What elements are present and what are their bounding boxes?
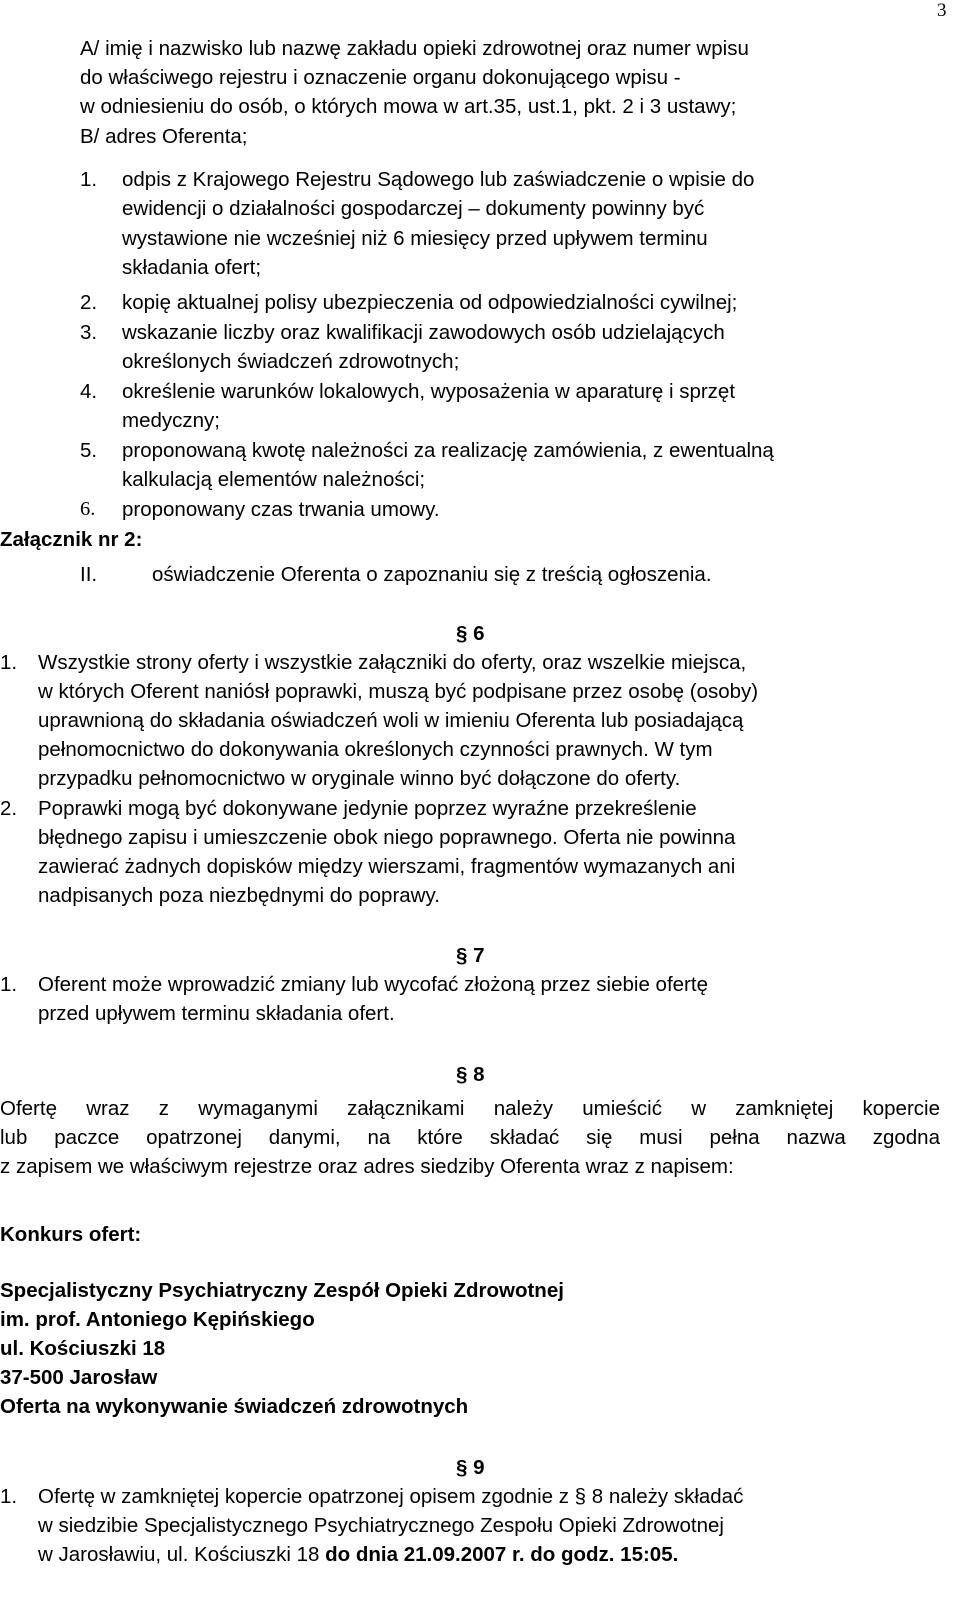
list-item-text: proponowaną kwotę należności za realizację zamówienia, z ewentualną: [122, 439, 774, 462]
list-item-text: Wszystkie strony oferty i wszystkie załączniki do oferty, oraz wszelkie miejsca,: [38, 651, 747, 674]
paragraph-line: Ofertę wraz z wymaganymi załącznikami należy umieścić w zamkniętej kopercie: [0, 1097, 940, 1120]
section-a-line-3: w odniesieniu do osób, o których mowa w art.35, ust.1, pkt. 2 i 3 ustawy;: [80, 95, 737, 118]
contest-label: Konkurs ofert:: [0, 1223, 142, 1246]
list-item-text: składania ofert;: [122, 256, 262, 279]
list-item-number: 2.: [80, 291, 98, 314]
section-number: 7: [473, 944, 485, 967]
list-item-text: pełnomocnictwo do dokonywania określonych czynności prawnych. W tym: [38, 738, 713, 761]
list-item-text: kopię aktualnej polisy ubezpieczenia od odpowiedzialności cywilnej;: [122, 291, 738, 314]
section-heading-7: [456, 941, 485, 970]
address-line: 37-500 Jarosław: [0, 1366, 158, 1389]
list-item-number: 3.: [80, 321, 98, 344]
attachment-number: II.: [80, 563, 98, 586]
list-item-text: Poprawki mogą być dokonywane jedynie poprzez wyraźne przekreślenie: [38, 797, 697, 820]
list-item-number: 5.: [80, 439, 98, 462]
list-item-text: [38, 1540, 678, 1569]
list-item-text: Oferent może wprowadzić zmiany lub wycofać złożoną przez siebie ofertę: [38, 973, 708, 996]
list-item-number: 2.: [0, 797, 18, 820]
section-sign: §: [456, 1063, 468, 1086]
list-item-text: uprawnioną do składania oświadczeń woli w imieniu Oferenta lub posiadającą: [38, 709, 744, 732]
address-line: im. prof. Antoniego Kępińskiego: [0, 1308, 315, 1331]
attachment-heading: Załącznik nr 2:: [0, 528, 143, 551]
section-sign: §: [456, 622, 468, 645]
section-number: 8: [473, 1063, 485, 1086]
list-item-text: medyczny;: [122, 409, 220, 432]
section-a-line-2: do właściwego rejestru i oznaczenie organu dokonującego wpisu -: [80, 66, 681, 89]
section-a-line-1: A/ imię i nazwisko lub nazwę zakładu opieki zdrowotnej oraz numer wpisu: [80, 37, 749, 60]
list-item-text: wskazanie liczby oraz kwalifikacji zawodowych osób udzielających: [122, 321, 725, 344]
section-sign: §: [456, 1456, 468, 1479]
list-item-text: ewidencji o działalności gospodarczej – dokumenty powinny być: [122, 197, 705, 220]
list-item-text: błędnego zapisu i umieszczenie obok niego poprawnego. Oferta nie powinna: [38, 826, 736, 849]
list-item-text: kalkulacją elementów należności;: [122, 468, 426, 491]
list-item-number: 1.: [0, 1485, 18, 1508]
address-line: Oferta na wykonywanie świadczeń zdrowotnych: [0, 1395, 469, 1418]
list-item-text: Ofertę w zamkniętej kopercie opatrzonej opisem zgodnie z § 8 należy składać: [38, 1485, 744, 1508]
section-b: B/ adres Oferenta;: [80, 125, 248, 148]
deadline-location: w Jarosławiu, ul. Kościuszki 18: [38, 1543, 326, 1566]
attachment-text: oświadczenie Oferenta o zapoznaniu się z treścią ogłoszenia.: [152, 563, 712, 586]
list-item-number: 1.: [80, 168, 98, 191]
list-item-text: w siedzibie Specjalistycznego Psychiatrycznego Zespołu Opieki Zdrowotnej: [38, 1514, 724, 1537]
address-line: Specjalistyczny Psychiatryczny Zespół Opieki Zdrowotnej: [0, 1279, 564, 1302]
list-item-text: w których Oferent naniósł poprawki, muszą być podpisane przez osobę (osoby): [38, 680, 759, 703]
paragraph-line: lub paczce opatrzonej danymi, na które składać się musi pełna nazwa zgodna: [0, 1126, 940, 1149]
list-item-number: 1.: [0, 973, 18, 996]
list-item-text: nadpisanych poza niezbędnymi do poprawy.: [38, 884, 440, 907]
address-line: ul. Kościuszki 18: [0, 1337, 166, 1360]
section-heading-6: [456, 619, 485, 648]
section-number: 9: [473, 1456, 485, 1479]
list-item-number: 1.: [0, 651, 18, 674]
list-item-text: proponowany czas trwania umowy.: [122, 498, 440, 521]
page-number: 3: [937, 0, 947, 21]
list-item-text: odpis z Krajowego Rejestru Sądowego lub zaświadczenie o wpisie do: [122, 168, 755, 191]
deadline-date: do dnia 21.09.2007 r. do godz. 15:05.: [325, 1543, 679, 1566]
list-item-text: przed upływem terminu składania ofert.: [38, 1002, 395, 1025]
list-item-number: 4.: [80, 380, 98, 403]
section-sign: §: [456, 944, 468, 967]
list-item-number: 6.: [80, 498, 96, 520]
paragraph-line: z zapisem we właściwym rejestrze oraz adres siedziby Oferenta wraz z napisem:: [0, 1155, 734, 1178]
list-item-text: określenie warunków lokalowych, wyposażenia w aparaturę i sprzęt: [122, 380, 736, 403]
section-number: 6: [473, 622, 485, 645]
list-item-text: przypadku pełnomocnictwo w oryginale winno być dołączone do oferty.: [38, 767, 681, 790]
list-item-text: zawierać żadnych dopisków między wierszami, fragmentów wymazanych ani: [38, 855, 736, 878]
section-heading-9: [456, 1453, 485, 1482]
section-heading-8: [456, 1060, 485, 1089]
list-item-text: wystawione nie wcześniej niż 6 miesięcy przed upływem terminu: [122, 227, 708, 250]
list-item-text: określonych świadczeń zdrowotnych;: [122, 350, 460, 373]
